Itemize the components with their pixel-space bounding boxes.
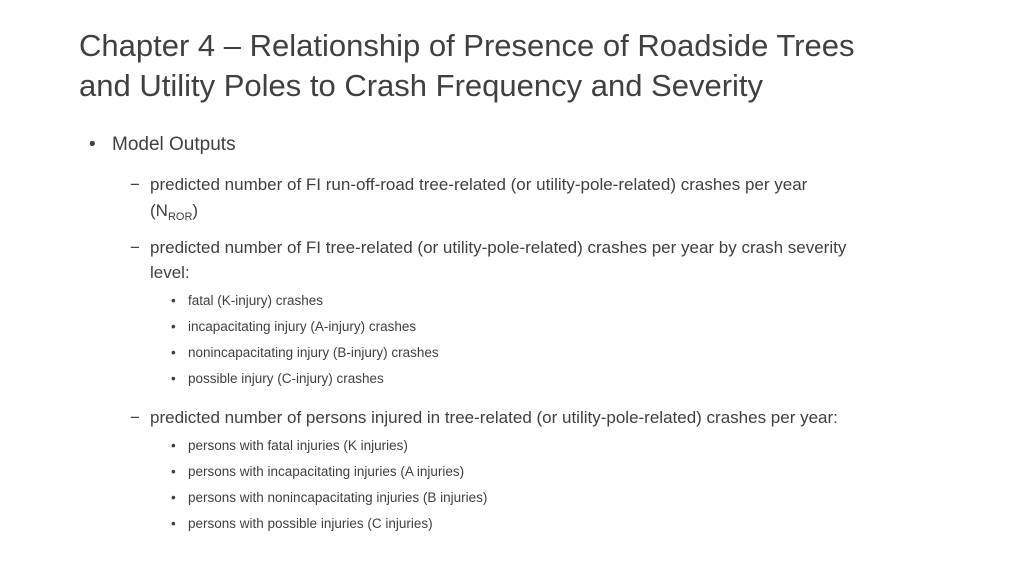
- item-1-line-1: predicted number of FI run-off-road tree-related (or utility-pole-related) crashes per year: [150, 175, 808, 194]
- dash-icon: −: [130, 408, 140, 427]
- item-1-line-2: [150, 198, 198, 230]
- severity-item: possible injury (C-injury) crashes: [188, 371, 384, 386]
- bullet-icon: •: [171, 345, 176, 360]
- bullet-icon: •: [171, 516, 176, 531]
- item-2-line-1: predicted number of FI tree-related (or utility-pole-related) crashes per year by crash severity: [150, 238, 847, 257]
- item-1-subscript: ROR: [167, 211, 193, 223]
- persons-item: persons with nonincapacitating injuries (B injuries): [188, 490, 488, 505]
- slide-title: [79, 26, 979, 106]
- title-line-2: and Utility Poles to Crash Frequency and Severity: [79, 68, 764, 103]
- item-2-line-2: level:: [150, 263, 190, 282]
- title-line-1: Chapter 4 – Relationship of Presence of Roadside Trees: [79, 28, 855, 63]
- severity-item: nonincapacitating injury (B-injury) crashes: [188, 345, 439, 360]
- bullet-icon: •: [171, 438, 176, 453]
- severity-item: incapacitating injury (A-injury) crashes: [188, 319, 417, 334]
- dash-icon: −: [130, 175, 140, 194]
- bullet-icon: •: [171, 319, 176, 334]
- persons-item: persons with fatal injuries (K injuries): [188, 438, 408, 453]
- bullet-icon: •: [171, 371, 176, 386]
- item-3-line-1: predicted number of persons injured in tree-related (or utility-pole-related) crashes per year:: [150, 408, 838, 427]
- persons-item: persons with possible injuries (C injuries): [188, 516, 433, 531]
- model-outputs-label: Model Outputs: [112, 134, 236, 155]
- bullet-icon: •: [171, 293, 176, 308]
- bullet-icon: •: [171, 464, 176, 479]
- severity-item: fatal (K-injury) crashes: [188, 293, 324, 308]
- item-1-prefix: (N: [150, 201, 168, 220]
- dash-icon: −: [130, 238, 140, 257]
- item-1-suffix: ): [192, 201, 199, 220]
- persons-item: persons with incapacitating injuries (A injuries): [188, 464, 465, 479]
- bullet-icon: •: [171, 490, 176, 505]
- bullet-icon: •: [89, 134, 96, 155]
